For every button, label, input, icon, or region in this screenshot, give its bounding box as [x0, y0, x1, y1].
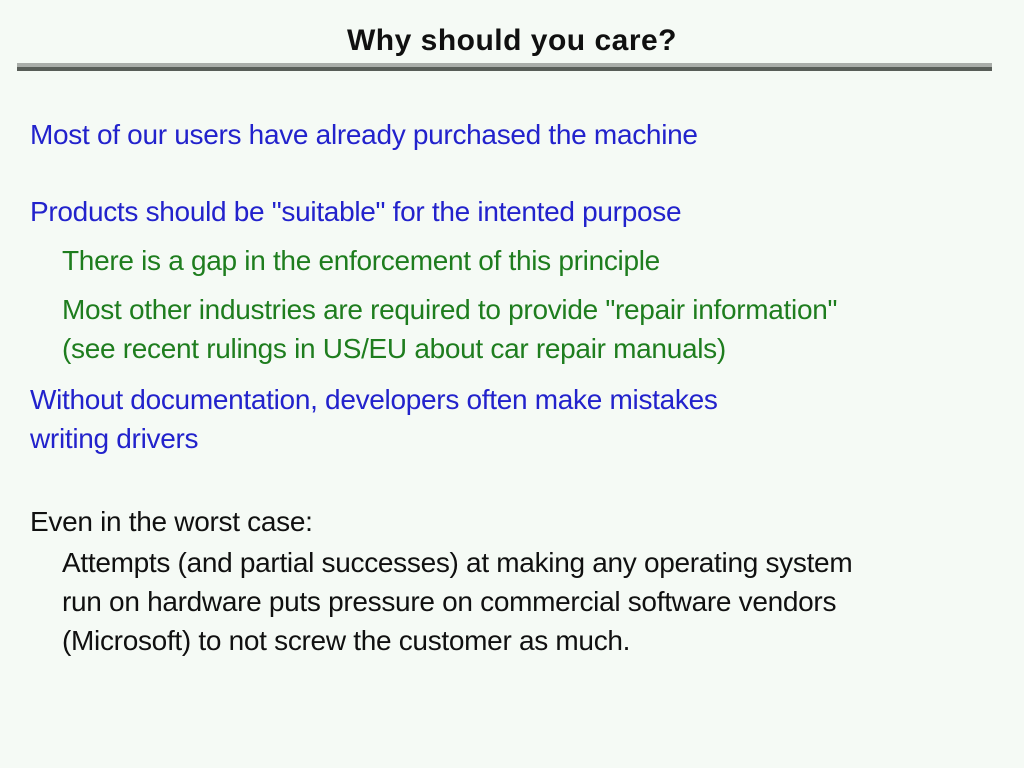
title-divider [17, 63, 992, 71]
bullet-line: Without documentation, developers often make mistakes [30, 384, 718, 415]
slide-title: Why should you care? [346, 24, 678, 57]
bullet-line: (see recent rulings in US/EU about car repair manuals) [62, 333, 726, 364]
bullet-without-documentation [30, 380, 1024, 458]
bullet-line: Most other industries are required to provide "repair information" [62, 294, 838, 325]
bullet-line: writing drivers [30, 423, 199, 454]
bullet-line: There is a gap in the enforcement of this principle [62, 245, 660, 276]
bullet-line: Attempts (and partial successes) at making any operating system [62, 547, 853, 578]
bullet-line: Most of our users have already purchased the machine [30, 119, 698, 150]
bullet-worst-case [30, 502, 1024, 541]
bullet-line: Products should be "suitable" for the intented purpose [30, 196, 682, 227]
bullet-enforcement-gap [62, 241, 1024, 280]
bullet-products-suitable [30, 192, 1024, 231]
bullet-repair-information [62, 290, 1024, 368]
bullet-users-purchased [30, 115, 1024, 154]
bullet-line: Even in the worst case: [30, 506, 313, 537]
bullet-line: run on hardware puts pressure on commercial software vendors [62, 586, 837, 617]
bullet-attempts-pressure [62, 543, 1024, 660]
bullet-line: (Microsoft) to not screw the customer as much. [62, 625, 631, 656]
